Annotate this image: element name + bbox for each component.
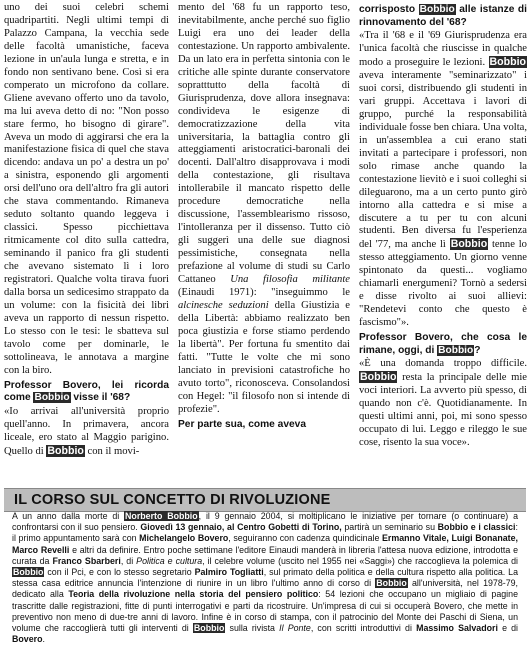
question-text: Professor Bovero, lei ricorda come (4, 379, 169, 404)
question-text: corrisposto (359, 4, 416, 15)
interview-question: Per parte sua, come aveva (178, 418, 306, 430)
question-text: visse il '68? (73, 392, 131, 404)
box-text: , seguiranno con cadenza quindicinale (228, 533, 380, 544)
highlighted-name: Bobbio (376, 578, 407, 589)
answer-text: della Giustizia e della Libertà: abbiamo realizzato ben poca giustizia e forse stiamo perdendo la libertà". Per fortuna fu smentito dai fatti. "Tutte le volte che mi sono lanciato in previsioni catastrofiche ho avuto torto", riconosceva. Consolandosi con Hegel: "il filosofo non si intende di profezie". (178, 299, 350, 415)
answer-text: «Io arrivai all'università proprio quell'anno. In primavera, ancora liceale, ero stato al Maggio parigino. Quello di (4, 405, 169, 457)
box-bold: Massimo Salvadori (416, 623, 498, 634)
question-text: alle istanze di rinnovamento del '68? (359, 4, 527, 28)
box-text: , sul primato della politica e della cultura rispetto alla politica. La stessa casa editrice annuncia l'intenzione di riunire in un libro l'ultimo anno di corso di (12, 567, 519, 589)
paragraph (178, 2, 350, 417)
box-text: e altri da definire. Entro poche settimane l'editore Einaudi manderà in libreria l'attesa nuova edizione, introdotta e curata da (12, 544, 518, 566)
answer-text: tenne lo stesso atteggiamento. Un giorno venne spintonato da questi... vogliamo chiamarli energumeni? Tornò a sedersi e disse rivolto ai suoi allievi: "Rendetevi conto che questo è fascismo"». (359, 239, 527, 329)
box-bold: Palmiro Togliatti (194, 567, 264, 578)
answer-text: resta la principale delle mie voci interiori. La avverto più spesso, di quando non c'è. Quotidianamente. In questi ultimi anni, poi, mi sono spesso occupato di lui. Leggo e rileggo le sue cose, risento la sua voce». (359, 372, 527, 449)
paragraph (359, 30, 527, 330)
column-2 (178, 2, 350, 432)
box-text: , di (120, 555, 134, 566)
box-text: , il celebre volume (uscito nel 1955 nei «Saggi») che raccoglieva la polemica di (202, 555, 518, 566)
question-text: ? (474, 344, 481, 356)
column-3 (359, 2, 527, 450)
box-text: , con scritti introduttivi di (310, 623, 412, 634)
box-bold: Giovedì 13 gennaio, al Centro Gobetti di Torino, (140, 522, 342, 533)
highlighted-name: Bobbio (438, 344, 474, 356)
box-text: : il primo appuntamento sarà con (12, 522, 518, 544)
highlighted-name: Bobbio (360, 371, 397, 384)
answer-text: «È una domanda troppo difficile. (359, 358, 527, 370)
box-text: all'università, nel 1978-79, dedicato alla (12, 578, 518, 600)
highlighted-name: Bobbio (34, 392, 70, 404)
paragraph: uno dei suoi celebri schemi quadripartiti. Negli ultimi tempi di Palazzo Campana, la vecchia sede delle facoltà umanistiche, faceva lezione in un'aula lunga e stretta, e in fondo non sentivano bene. Così si era comperato un microfono da collare. Gliene avevano offerto uno da tavolo, ma lui aveva detto di no: "Non posso stare fermo, ho bisogno di girare". Aveva un modo di aggirarsi che era la manifestazione fisica di quel che stava dicendo: andava un po' a destra un po' a sinistra, esponendo gli argomenti orsi dell'uno ora dell'altro fra gli autori che stava commentando. Rimaneva seduto soltanto quando leggeva i classici. Spesso picchiettava ritmicamente col dito sulla cattedra, seminando il panico fra gli studenti che avevano sistemato lì i loro registratori. Qualche volta tirava fuori dalla borsa un sedicesimo strappato da un volume: con la fisicità dei libri aveva un rapporto di nessun rispetto. Lo stesso con le tesi: le sbatteva sul tavolo come per dominarle, le sottolineava, le annotava a margine con la biro. (4, 2, 169, 376)
box-text: , il 9 gennaio 2004, si moltiplicano le iniziative per tornare (o continuare) a confrontarsi con il suo pensiero. (12, 511, 518, 533)
section-banner (4, 488, 526, 512)
highlighted-name: Bobbio (47, 444, 84, 457)
interview-question (4, 380, 169, 405)
box-bold: Bobbio e i classici (437, 522, 516, 533)
box-bold: Teoria della rivoluzione nella storia del pensiero politico (68, 589, 319, 600)
answer-text: con il movi- (87, 445, 140, 457)
highlighted-name: Bobbio (193, 623, 225, 634)
box-text: con il Pci, e con lo stesso segretario (47, 567, 192, 578)
sidebar-box (12, 511, 519, 645)
box-text: sulla rivista (229, 623, 275, 634)
interview-question (359, 4, 527, 29)
answer-text: mento del '68 fu un rapporto teso, inevitabilmente, anche perché suo figlio Luigi era uno dei leader della contestazione. Un rapporto ambivalente. Da un lato era in perfetta sintonia con le critiche alle spinte durante conservatore sopratttutto della facoltà di Giurisprudenza, dove allora insegnava: condivideva le esigenze di democratizzazione della vita universitaria, la battaglia contro gli atteggiamenti aristocratici-baronali dei docenti. Dall'altro disapprovava i modi della contestazione, gli risultava intollerabile il mancato rispetto delle procedure democratiche nella discussione, l'assemblearismo rissoso, l'intolleranza per il dissenso. Tutto ciò gli suggerì una delle sue diagnosi pessimistiche, consegnata nella prefazione al volume di studi su Carlo Cattaneo (178, 2, 350, 286)
box-text: . (42, 634, 45, 645)
answer-text: (Einaudi 1971): "inseguimmo le (178, 286, 350, 298)
answer-text: «Tra il '68 e il '69 Giurisprudenza era l'unica facoltà che riuscisse in qualche modo a proseguire le lezioni. (359, 30, 527, 69)
box-bold: Michelangelo Bovero (139, 533, 229, 544)
box-bold: Bovero (12, 634, 43, 645)
banner-title: IL CORSO SUL CONCETTO DI RIVOLUZIONE (14, 492, 331, 508)
box-text: e di (502, 623, 519, 634)
answer-text: aveva interamente "seminarizzato" i suoi corsi, distribuendo gli studenti in vari gruppi. Accettava i lavori di gruppo, purché la responsabilità individuale fosse ben chiara. Una volta, in un'assemblea a cui erano stati invitati a partecipare i professori, non solo rimase anche quando la contestazione lievitò e i suoi colleghi si dileguarono, ma a un certo punto girò intorno alla cattedra e si mise a discutere a tu per tu con alcuni studenti. Ben diversa fu l'esperienza del '77, ma anche lì (359, 70, 527, 251)
quoted-phrase: alcinesche seduzioni (178, 299, 269, 311)
highlighted-name: Norberto Bobbio (125, 511, 198, 521)
box-italic: Politica e cultura (136, 555, 203, 566)
box-bold: Franco Sbarberi (52, 555, 121, 566)
highlighted-name: Bobbio (419, 4, 455, 15)
highlighted-name: Bobbio (450, 238, 488, 251)
highlighted-name: Bobbio (13, 567, 44, 578)
article-body (4, 0, 528, 484)
book-title: Una filosofia militante (230, 274, 351, 286)
highlighted-name: Bobbio (489, 56, 526, 69)
question-text: Professor Bovero, che cosa le rimane, oggi, di (359, 332, 527, 356)
box-text: partirà un seminario su (344, 522, 435, 533)
box-bold: Ermanno Vitale, Luigi Bonanate, Marco Revelli (12, 533, 518, 555)
paragraph (4, 406, 169, 459)
box-italic: Il Ponte (279, 623, 311, 634)
box-text: : 54 lezioni che occupano un migliaio di pagine trascritte dalle registrazioni, fitte di punti interrogativi e parti da ricostruire. Un'impresa di cui si occuperà Bovero, che mette in preventivo non meno di due-tre anni di lavoro. Infine è in corso di stampa, con il patrocinio del Monte dei Paschi di Siena, un volume che raccoglierà tutti gli interventi di (12, 589, 518, 634)
paragraph (359, 358, 527, 450)
interview-question (359, 332, 527, 357)
column-1 (4, 2, 169, 459)
box-text: A un anno dalla morte di (12, 511, 120, 521)
